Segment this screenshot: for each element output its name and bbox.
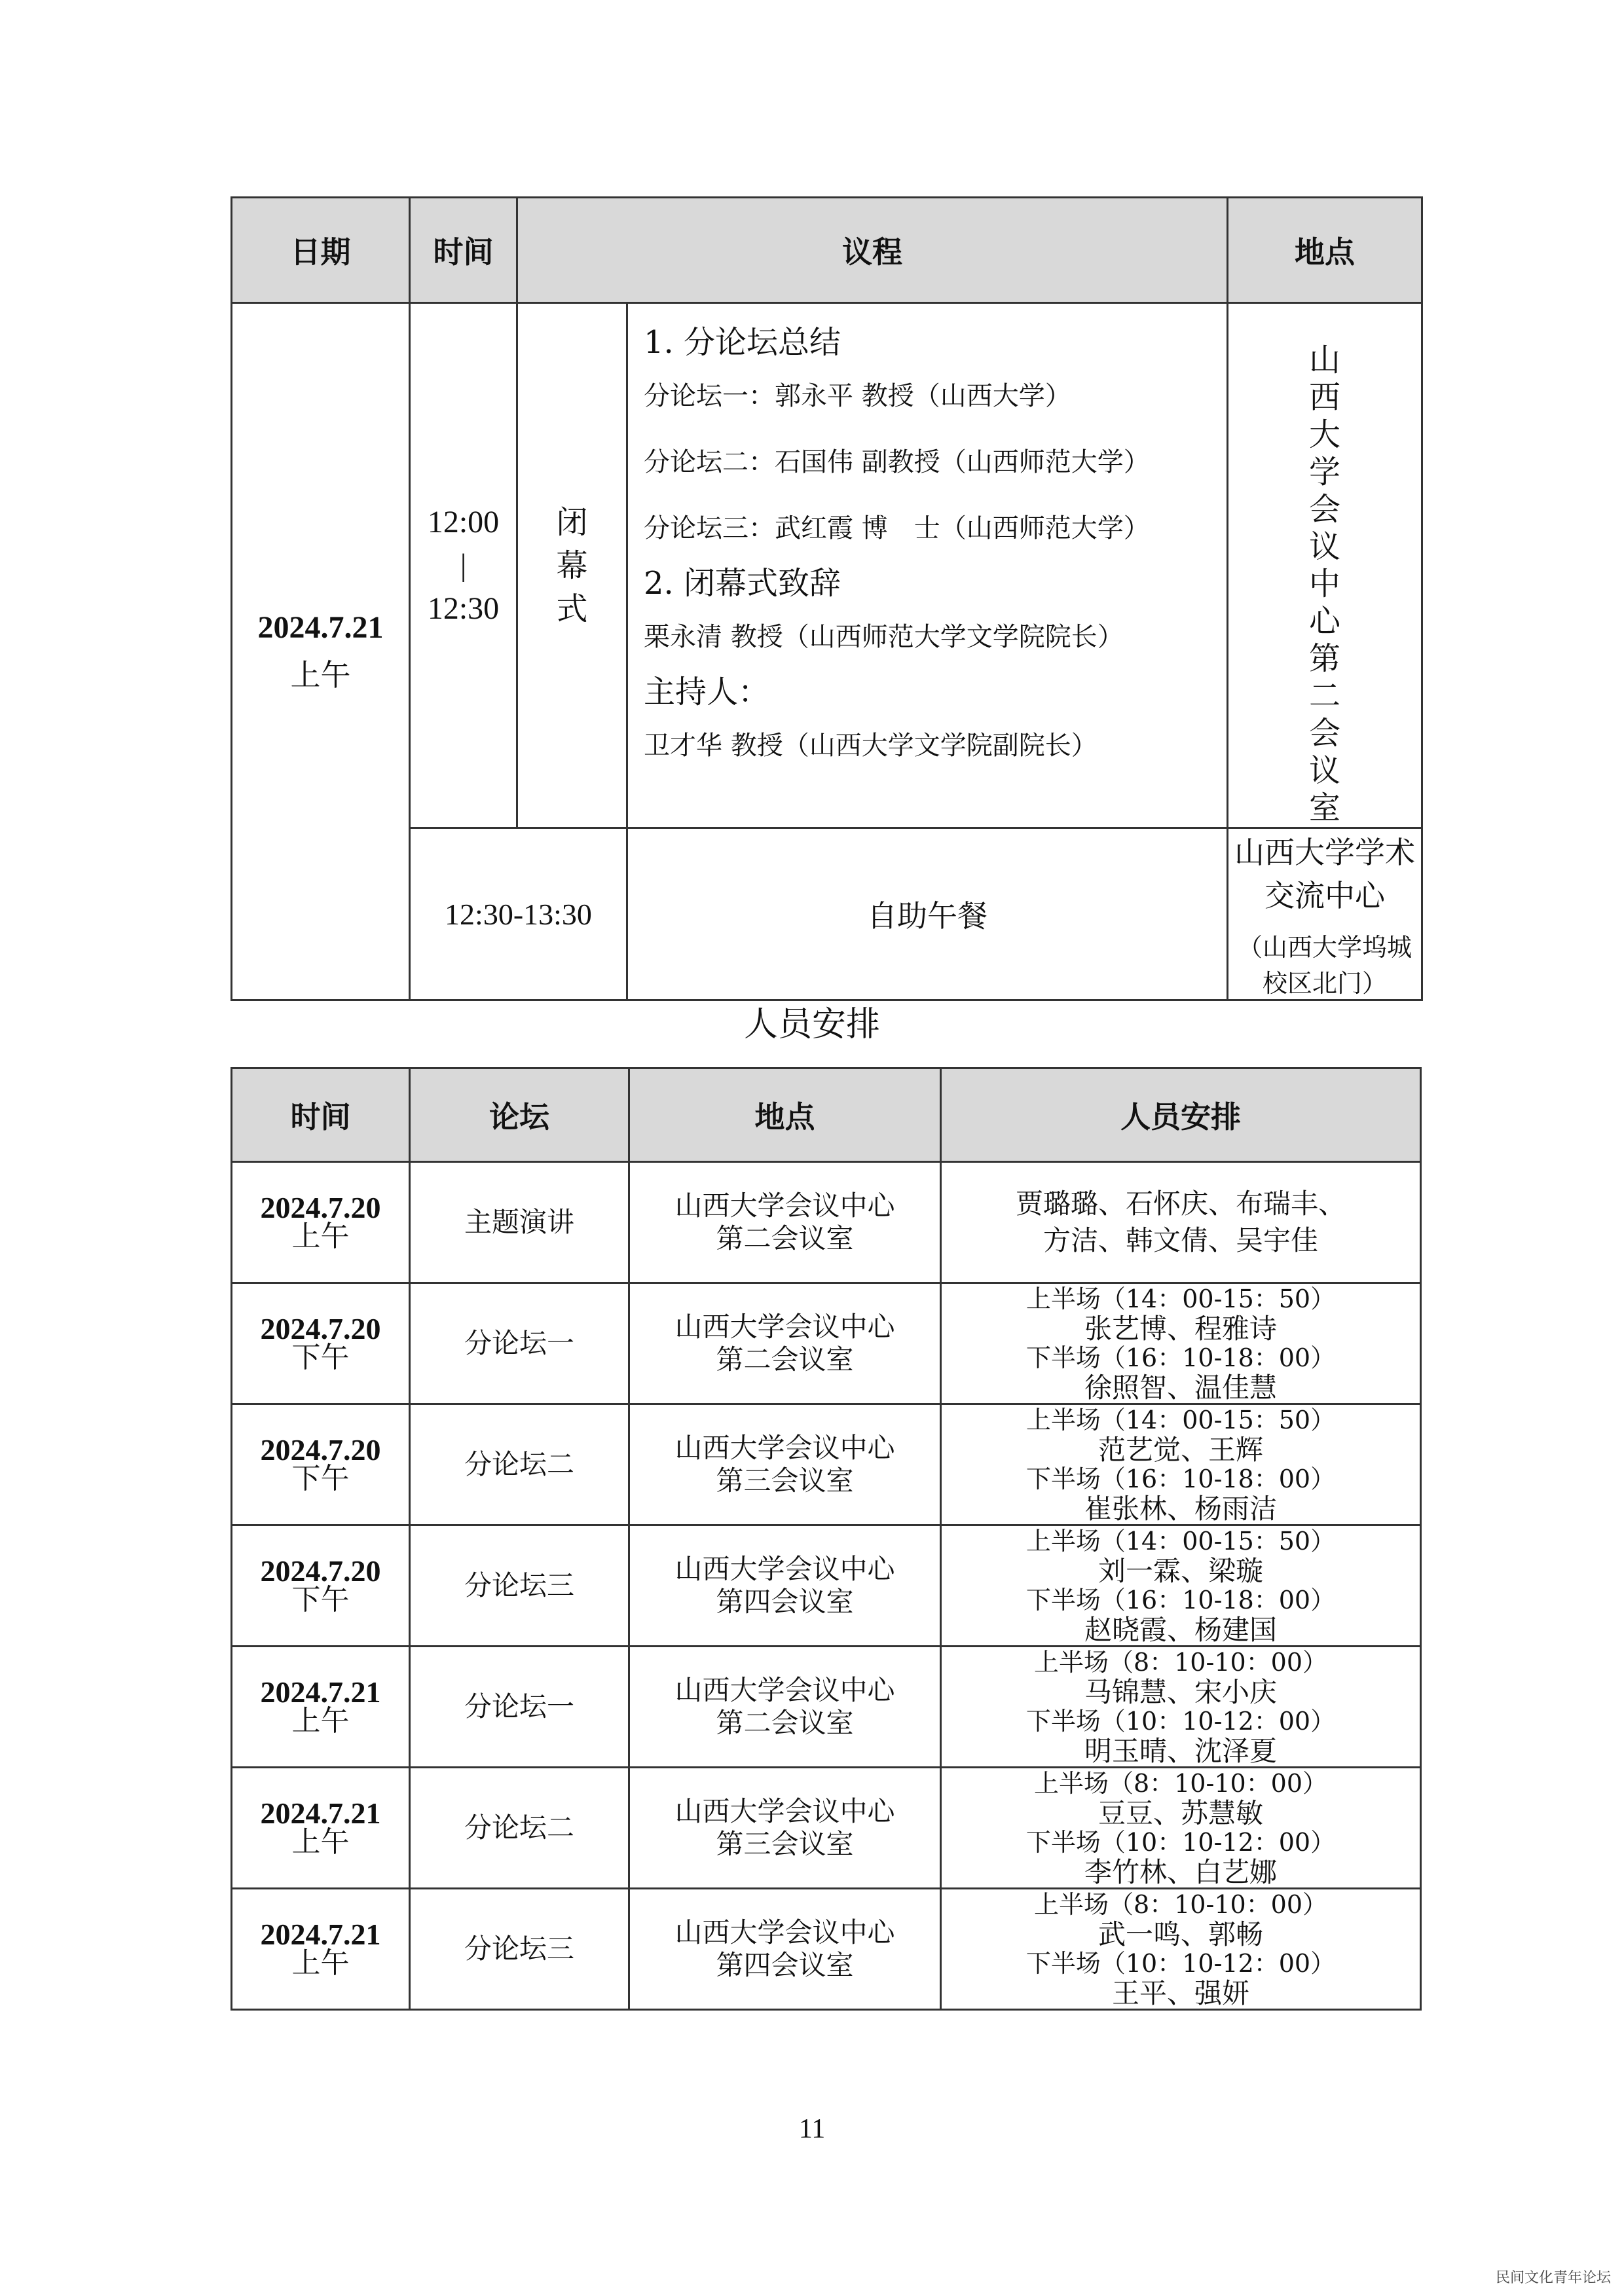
location-char: 山 [1308, 342, 1340, 378]
agenda-heading: 2. 闭幕式致辞 [644, 565, 841, 602]
lunch-place-note: （山西大学坞城校区北门） [1237, 933, 1412, 998]
header-forum: 论坛 [410, 1068, 629, 1162]
location-cell [1228, 303, 1422, 828]
staff-cell [941, 1283, 1421, 1404]
staff-date: 2024.7.21 [260, 1796, 381, 1830]
first-half-names: 马锦慧、宋小庆 [1084, 1676, 1277, 1708]
staff-row [232, 1525, 1421, 1647]
location-char: 会 [1308, 715, 1340, 752]
page-number: 11 [798, 2114, 826, 2144]
staff-date-cell [232, 1404, 410, 1525]
agenda-line: 栗永清 教授（山西师范大学文学院院长） [644, 622, 1124, 652]
session-char: 式 [556, 590, 588, 627]
first-half-slot: 上半场（8：10-10：00） [1033, 1648, 1328, 1677]
staff-cell [941, 1647, 1421, 1768]
staff-location-line2: 第三会议室 [716, 1828, 854, 1860]
agenda-line: 卫才华 教授（山西大学文学院副院长） [644, 731, 1098, 761]
schedule-header-row [232, 198, 1422, 303]
staff-forum: 主题演讲 [410, 1162, 629, 1283]
location-char: 大 [1308, 416, 1340, 453]
header-agenda: 议程 [517, 198, 1228, 303]
staff-header-row [232, 1068, 1421, 1162]
session-char: 幕 [556, 547, 588, 584]
second-half-names: 王平、强妍 [1111, 1977, 1249, 2009]
staff-location-cell [629, 1404, 941, 1525]
lunch-place [1228, 828, 1422, 1000]
location-char: 西 [1308, 379, 1340, 416]
first-half-names: 刘一霖、梁璇 [1098, 1555, 1263, 1587]
agenda-cell [627, 303, 1228, 828]
staff-cell [941, 1525, 1421, 1647]
staff-half-day: 上午 [291, 1220, 350, 1253]
agenda-line: 分论坛三：武红霞 博 士（山西师范大学） [644, 513, 1150, 543]
first-half-slot: 上半场（8：10-10：00） [1033, 1890, 1328, 1919]
staff-cell [941, 1404, 1421, 1525]
first-half-slot: 上半场（8：10-10：00） [1033, 1769, 1328, 1798]
first-half-slot: 上半场（14：00-15：50） [1025, 1285, 1336, 1313]
lunch-item-label: 自助午餐 [867, 898, 987, 934]
staff-location-cell [629, 1768, 941, 1889]
staff-forum: 分论坛一 [410, 1647, 629, 1768]
header-staff: 人员安排 [941, 1068, 1421, 1162]
location-char: 学 [1308, 454, 1340, 490]
staff-location-line2: 第四会议室 [716, 1586, 854, 1618]
date-cell [232, 303, 410, 1000]
time-separator: | [460, 547, 467, 583]
header-time: 时间 [410, 198, 517, 303]
staff-location-line2: 第三会议室 [716, 1465, 854, 1497]
location-char: 议 [1308, 528, 1340, 565]
location-char: 第 [1308, 640, 1340, 677]
second-half-slot: 下半场（10：10-12：00） [1025, 1949, 1336, 1978]
staff-location-line1: 山西大学会议中心 [674, 1432, 895, 1464]
closing-schedule-table [231, 196, 1423, 1001]
staff-half-day: 上午 [291, 1825, 350, 1859]
staff-location-line1: 山西大学会议中心 [674, 1190, 895, 1222]
half-day: 上午 [290, 657, 351, 693]
staff-forum: 分论坛三 [410, 1889, 629, 2010]
staff-forum: 分论坛二 [410, 1768, 629, 1889]
second-half-slot: 下半场（16：10-18：00） [1025, 1465, 1336, 1493]
staff-row [232, 1283, 1421, 1404]
second-half-names: 崔张林、杨雨洁 [1084, 1493, 1277, 1525]
time-end: 12:30 [427, 591, 500, 626]
staff-location-cell [629, 1647, 941, 1768]
first-half-names: 豆豆、苏慧敏 [1098, 1797, 1263, 1829]
staff-location-cell [629, 1283, 941, 1404]
staff-names: 贾璐璐、石怀庆、布瑞丰、 [1015, 1188, 1346, 1220]
second-half-names: 赵晓霞、杨建国 [1084, 1614, 1277, 1646]
staff-cell [941, 1768, 1421, 1889]
staff-location-line2: 第二会议室 [716, 1343, 854, 1376]
first-half-names: 武一鸣、郭畅 [1098, 1918, 1263, 1950]
staff-table-body [232, 1162, 1421, 2010]
lunch-row [232, 828, 1422, 1000]
staff-date-cell [232, 1889, 410, 2010]
staff-date: 2024.7.21 [260, 1675, 381, 1709]
staff-date-cell [232, 1525, 410, 1647]
session-name [517, 303, 627, 828]
staff-half-day: 下午 [291, 1462, 350, 1495]
staff-location-line1: 山西大学会议中心 [674, 1916, 895, 1948]
staff-forum: 分论坛一 [410, 1283, 629, 1404]
staff-date-cell [232, 1647, 410, 1768]
staff-location-line1: 山西大学会议中心 [674, 1795, 895, 1827]
closing-ceremony-row [232, 303, 1422, 828]
staff-section-title: 人员安排 [743, 1005, 880, 1044]
staff-half-day: 上午 [291, 1946, 350, 1980]
staff-half-day: 下午 [291, 1341, 350, 1374]
staff-date: 2024.7.20 [260, 1191, 381, 1224]
agenda-heading: 主持人： [644, 674, 770, 710]
second-half-names: 徐照智、温佳慧 [1084, 1372, 1277, 1404]
second-half-names: 明玉晴、沈泽夏 [1084, 1735, 1277, 1767]
first-half-names: 张艺博、程雅诗 [1084, 1313, 1277, 1345]
header-date: 日期 [232, 198, 410, 303]
watermark: 民间文化青年论坛 [1495, 2270, 1611, 2286]
staff-location-line2: 第二会议室 [716, 1707, 854, 1739]
staff-row [232, 1647, 1421, 1768]
staff-location-cell [629, 1889, 941, 2010]
location-char: 议 [1308, 752, 1340, 789]
location-char: 室 [1308, 790, 1340, 826]
header-location: 地点 [629, 1068, 941, 1162]
agenda-line: 分论坛一：郭永平 教授（山西大学） [644, 381, 1071, 411]
staff-row [232, 1889, 1421, 2010]
location-char: 中 [1308, 566, 1340, 602]
location-char: 二 [1308, 678, 1340, 714]
lunch-place-name: 山西大学学术交流中心 [1234, 835, 1415, 913]
staff-date: 2024.7.20 [260, 1312, 381, 1345]
staff-table [231, 1067, 1422, 2011]
staff-location-line1: 山西大学会议中心 [674, 1311, 895, 1343]
time-cell [410, 303, 517, 828]
lunch-item [627, 828, 1228, 1000]
staff-location-line2: 第四会议室 [716, 1949, 854, 1981]
first-half-slot: 上半场（14：00-15：50） [1025, 1406, 1336, 1434]
header-location: 地点 [1228, 198, 1422, 303]
staff-date-cell [232, 1162, 410, 1283]
staff-row [232, 1162, 1421, 1283]
location-char: 心 [1308, 603, 1340, 640]
second-half-slot: 下半场（10：10-12：00） [1025, 1828, 1336, 1857]
staff-date: 2024.7.21 [260, 1918, 381, 1951]
second-half-slot: 下半场（16：10-18：00） [1025, 1586, 1336, 1614]
session-char: 闭 [556, 503, 588, 541]
lunch-time: 12:30-13:30 [410, 828, 627, 1000]
staff-cell [941, 1889, 1421, 2010]
second-half-slot: 下半场（16：10-18：00） [1025, 1343, 1336, 1372]
staff-location-line1: 山西大学会议中心 [674, 1553, 895, 1585]
second-half-slot: 下半场（10：10-12：00） [1025, 1707, 1336, 1736]
staff-row [232, 1404, 1421, 1525]
time-start: 12:00 [427, 504, 500, 539]
first-half-names: 范艺觉、王辉 [1098, 1434, 1263, 1466]
staff-date: 2024.7.20 [260, 1433, 381, 1467]
staff-location-line1: 山西大学会议中心 [674, 1674, 895, 1706]
staff-names: 方洁、韩文倩、吴宇佳 [1043, 1224, 1318, 1256]
staff-forum: 分论坛二 [410, 1404, 629, 1525]
staff-cell [941, 1162, 1421, 1283]
staff-date-cell [232, 1283, 410, 1404]
staff-location-cell [629, 1525, 941, 1647]
date-value: 2024.7.21 [257, 610, 384, 645]
staff-half-day: 下午 [291, 1583, 350, 1616]
second-half-names: 李竹林、白艺娜 [1084, 1856, 1277, 1888]
agenda-line: 分论坛二：石国伟 副教授（山西师范大学） [644, 447, 1150, 477]
staff-row [232, 1768, 1421, 1889]
staff-date: 2024.7.20 [260, 1554, 381, 1588]
staff-date-cell [232, 1768, 410, 1889]
staff-forum: 分论坛三 [410, 1525, 629, 1647]
staff-location-cell [629, 1162, 941, 1283]
staff-location-line2: 第二会议室 [716, 1222, 854, 1254]
first-half-slot: 上半场（14：00-15：50） [1025, 1527, 1336, 1556]
header-time: 时间 [232, 1068, 410, 1162]
staff-half-day: 上午 [291, 1704, 350, 1738]
location-char: 会 [1308, 491, 1340, 528]
agenda-heading: 1. 分论坛总结 [644, 324, 841, 361]
